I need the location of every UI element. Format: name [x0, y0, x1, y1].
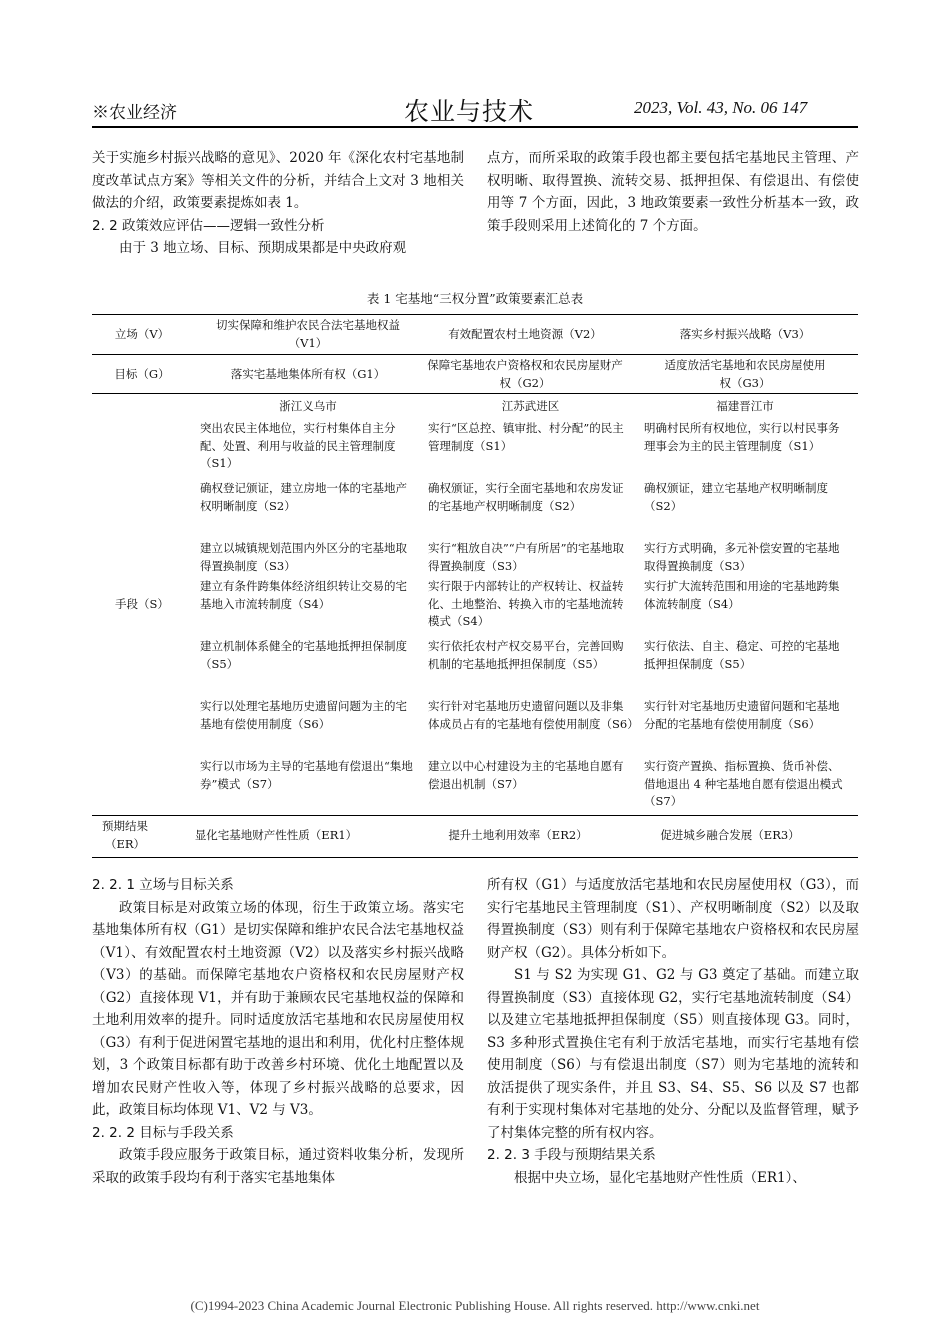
jinjiang-s6: 实行针对宅基地历史遗留问题和宅基地分配的宅基地有偿使用制度（S6） [644, 699, 840, 731]
jinjiang-s7: 实行资产置换、指标置换、货币补偿、借地退出 4 种宅基地自愿有偿退出模式（S7） [644, 759, 843, 808]
paragraph: 政策目标是对政策立场的体现，衍生于政策立场。落实宅基地集体所有权（G1）是切实保障和维护农民合法宅基地权益（V1）、有效配置农村土地资源（V2）以及落实乡村振兴战略（V3）的基础。而保障宅基地农户资格权和农民房屋财产权（G2）直接体现 V1，并有助于兼顾农民宅基地权益的保障和土地利用效率的提升。同时适度放活宅基地和农民房屋使用权（G3）有利于促进闲置宅基地的退出和利用，优化村庄整体规划，3 个政策目标都有助于改善乡村环境、优化土地配置以及增加农民财产性收入等，体现了乡村振兴战略的总要求，因此，政策目标均体现 V1、V2 与 V3。 [92, 899, 464, 1118]
bottom-right-column [487, 874, 859, 1189]
wujin-s5: 实行依托农村产权交易平台，完善回购机制的宅基地抵押担保制度（S5） [428, 639, 624, 671]
paragraph: 政策手段应服务于政策目标，通过资料收集分析，发现所采取的政策手段均有利于落实宅基地集体 [92, 1147, 464, 1186]
yiwu-s2: 确权登记颁证，建立房地一体的宅基地产权明晰制度（S2） [200, 481, 407, 513]
table-caption: 表 1 宅基地“三权分置”政策要素汇总表 [366, 291, 584, 306]
means-label: 手段（S） [115, 597, 169, 611]
yiwu-s6: 实行以处理宅基地历史遗留问题为主的宅基地有偿使用制度（S6） [200, 699, 407, 731]
jinjiang-s5: 实行依法、自主、稳定、可控的宅基地抵押担保制度（S5） [644, 639, 840, 671]
stance-v2: 有效配置农村土地资源（V2） [448, 327, 602, 341]
journal-title: 农业与技术 [404, 97, 535, 126]
section-label: ※农业经济 [92, 103, 177, 123]
paragraph: 根据中央立场，显化宅基地财产性性质（ER1）、 [514, 1169, 806, 1186]
jinjiang-s1: 明确村民所有权地位，实行以村民事务理事会为主的民主管理制度（S1） [644, 421, 840, 453]
place-wujin: 江苏武进区 [501, 399, 560, 413]
table-rule [92, 393, 858, 394]
paragraph: 由于 3 地立场、目标、预期成果都是中央政府观 [119, 240, 407, 256]
paragraph: S1 与 S2 为实现 G1、G2 与 G3 奠定了基础。而建立取得置换制度（S3）直接体现 G2，实行宅基地流转制度（S4）以及建立宅基地抵押担保制度（S5）则直接体现 G3。同时，S3 多种形式置换住宅有利于放活宅基地，而实行宅基地有偿使用制度（S6）与有偿退出制度（S7）则为宅基地的流转和放活提供了现实条件，并且 S3、S4、S5、S6 以及 S7 也都有利于实现村集体对宅基地的处分、分配以及监督管理，赋予了村集体完整的所有权内容。 [487, 967, 859, 1141]
yiwu-s5: 建立机制体系健全的宅基地抵押担保制度（S5） [200, 639, 407, 671]
goal-g1: 落实宅基地集体所有权（G1） [230, 367, 386, 381]
jinjiang-s3: 实行方式明确，多元补偿安置的宅基地取得置换制度（S3） [644, 541, 840, 573]
section-heading: 2. 2. 2 目标与手段关系 [92, 1124, 234, 1141]
wujin-s1: 实行“区总控、镇审批、村分配”的民主管理制度（S1） [428, 421, 624, 453]
table-rule [92, 354, 858, 355]
paragraph: 点方，而所采取的政策手段也都主要包括宅基地民主管理、产权明晰、取得置换、流转交易、抵押担保、有偿退出、有偿使用等 7 个方面，因此，3 地政策要素一致性分析基本一致，政策手段则采用上述简化的 7 个方面。 [487, 150, 859, 234]
jinjiang-s4: 实行扩大流转范围和用途的宅基地跨集体流转制度（S4） [644, 579, 840, 611]
issue-info: 2023, Vol. 43, No. 06 147 [634, 98, 808, 117]
yiwu-s4: 建立有条件跨集体经济组织转让交易的宅基地入市流转制度（S4） [200, 579, 407, 611]
stance-v3: 落实乡村振兴战略（V3） [679, 327, 811, 341]
top-left-column [92, 147, 464, 260]
table-bottom-rule [92, 857, 858, 858]
section-heading: 2. 2. 1 立场与目标关系 [92, 877, 234, 893]
goal-label: 目标（G） [114, 367, 170, 381]
top-right-column [487, 147, 859, 237]
stance-label: 立场（V） [114, 327, 170, 341]
goal-g2: 保障宅基地农户资格权和农民房屋财产权（G2） [427, 358, 623, 390]
yiwu-s7: 实行以市场为主导的宅基地有偿退出“集地券”模式（S7） [200, 759, 413, 791]
place-yiwu: 浙江义乌市 [279, 399, 337, 413]
wujin-s3: 实行“粗放自决”“户有所居”的宅基地取得置换制度（S3） [428, 541, 625, 573]
result-er2: 提升土地利用效率（ER2） [448, 828, 588, 842]
stance-v1: 切实保障和维护农民合法宅基地权益（V1） [216, 318, 400, 350]
section-heading: 2. 2 政策效应评估——逻辑一致性分析 [92, 217, 325, 234]
goal-g3: 适度放活宅基地和农民房屋使用权（G3） [664, 358, 826, 390]
copyright-footer: (C)1994-2023 China Academic Journal Electronic Publishing House. All rights reserved. http://www.cnki.net [190, 1298, 760, 1313]
table-rule [92, 815, 858, 816]
yiwu-s3: 建立以城镇规划范围内外区分的宅基地取得置换制度（S3） [200, 541, 407, 573]
wujin-s4: 实行限于内部转让的产权转让、权益转化、土地整治、转换入市的宅基地流转模式（S4） [428, 579, 624, 628]
paragraph: 所有权（G1）与适度放活宅基地和农民房屋使用权（G3），而实行宅基地民主管理制度（S1）、产权明晰制度（S2）以及取得置换制度（S3）则有利于保障宅基地农户资格权和农民房屋财产权（G2）。具体分析如下。 [487, 877, 859, 961]
wujin-s2: 确权颁证，实行全面宅基地和农房发证的宅基地产权明晰制度（S2） [428, 481, 624, 513]
paragraph: 关于实施乡村振兴战略的意见》、2020 年《深化农村宅基地制度改革试点方案》等相关文件的分析，并结合上文对 3 地相关做法的介绍，政策要素提炼如表 1。 [92, 150, 464, 211]
wujin-s6: 实行针对宅基地历史遗留问题以及非集体成员占有的宅基地有偿使用制度（S6） [428, 699, 639, 731]
bottom-left-column [92, 874, 464, 1189]
result-label: 预期结果（ER） [102, 819, 148, 851]
header-rule [92, 126, 858, 128]
result-er3: 促进城乡融合发展（ER3） [660, 828, 800, 842]
yiwu-s1: 突出农民主体地位，实行村集体自主分配、处置、利用与收益的民主管理制度（S1） [200, 421, 396, 470]
wujin-s7: 建立以中心村建设为主的宅基地自愿有偿退出机制（S7） [428, 759, 624, 791]
jinjiang-s2: 确权颁证，建立宅基地产权明晰制度（S2） [644, 481, 828, 513]
section-heading: 2. 2. 3 手段与预期结果关系 [487, 1147, 656, 1163]
place-jinjiang: 福建晋江市 [716, 399, 774, 413]
result-er1: 显化宅基地财产性性质（ER1） [194, 828, 358, 842]
table-top-rule [92, 314, 858, 315]
